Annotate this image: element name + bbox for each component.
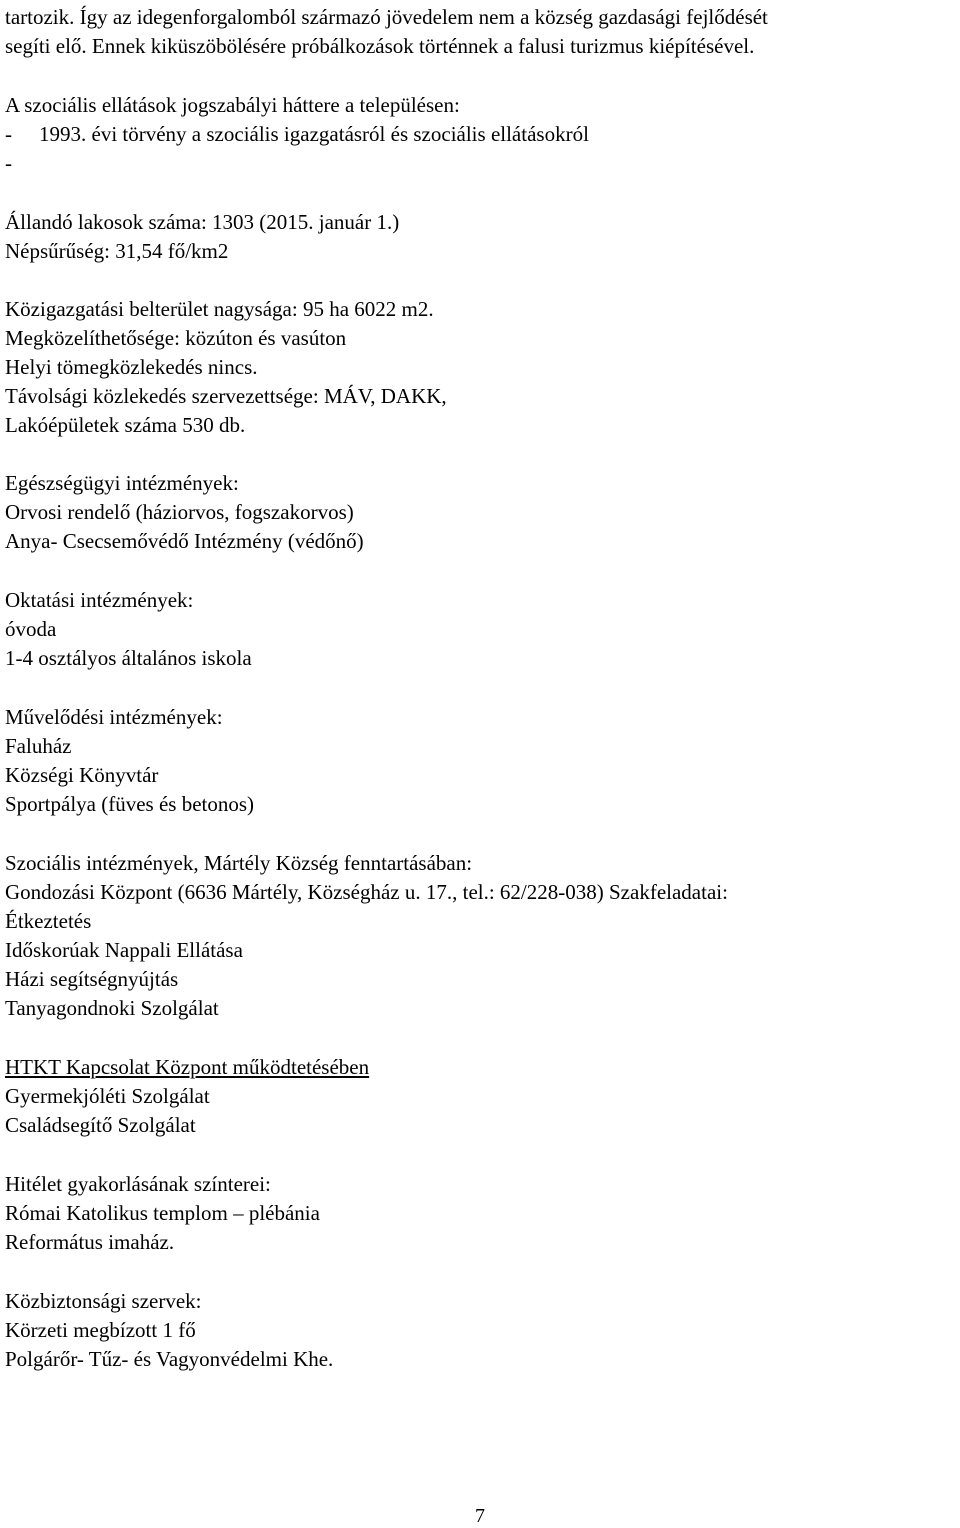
religion-item: Római Katolikus templom – plébánia <box>5 1201 320 1225</box>
social-center: Gondozási Központ (6636 Mártély, Községház u. 17., tel.: 62/228-038) Szakfeladatai: <box>5 880 728 904</box>
building-count: Lakóépületek száma 530 db. <box>5 413 246 437</box>
social-item: Tanyagondnoki Szolgálat <box>5 996 219 1020</box>
health-item: Anya- Csecsemővédő Intézmény (védőnő) <box>5 529 364 553</box>
htkt-heading: HTKT Kapcsolat Központ működtetésében <box>5 1055 370 1079</box>
safety-item: Polgárőr- Tűz- és Vagyonvédelmi Khe. <box>5 1347 334 1371</box>
culture-heading: Művelődési intézmények: <box>5 705 223 729</box>
legal-item-2 <box>5 149 39 178</box>
list-dash: - <box>5 122 12 146</box>
htkt-item: Családsegítő Szolgálat <box>5 1113 196 1137</box>
culture-item: Faluház <box>5 734 72 758</box>
admin-area: Közigazgatási belterület nagysága: 95 ha 6022 m2. <box>5 297 434 321</box>
social-item: Étkeztetés <box>5 909 92 933</box>
local-transport: Helyi tömegközlekedés nincs. <box>5 355 258 379</box>
access: Megközelíthetősége: közúton és vasúton <box>5 326 347 350</box>
religion-item: Református imaház. <box>5 1230 175 1254</box>
education-item: óvoda <box>5 617 57 641</box>
education-heading: Oktatási intézmények: <box>5 588 194 612</box>
education-item: 1-4 osztályos általános iskola <box>5 646 252 670</box>
social-heading: Szociális intézmények, Mártély Község fenntartásában: <box>5 851 473 875</box>
religion-heading: Hitélet gyakorlásának színterei: <box>5 1172 271 1196</box>
health-item: Orvosi rendelő (háziorvos, fogszakorvos) <box>5 500 354 524</box>
page-number: 7 <box>475 1505 485 1527</box>
intro-line-1: tartozik. Így az idegenforgalomból származó jövedelem nem a község gazdasági fejlődését <box>5 5 768 29</box>
social-item: Házi segítségnyújtás <box>5 967 179 991</box>
intro-line-2: segíti elő. Ennek kiküszöbölésére próbálkozások történnek a falusi turizmus kiépítésével. <box>5 34 755 58</box>
social-item: Időskorúak Nappali Ellátása <box>5 938 243 962</box>
culture-item: Sportpálya (füves és betonos) <box>5 792 255 816</box>
list-dash: - <box>5 151 12 175</box>
safety-item: Körzeti megbízott 1 fő <box>5 1318 196 1342</box>
culture-item: Községi Könyvtár <box>5 763 159 787</box>
residents-count: Állandó lakosok száma: 1303 (2015. január 1.) <box>5 210 400 234</box>
legal-item-1 <box>5 120 589 149</box>
safety-heading: Közbiztonsági szervek: <box>5 1289 202 1313</box>
health-heading: Egészségügyi intézmények: <box>5 471 239 495</box>
htkt-item: Gyermekjóléti Szolgálat <box>5 1084 210 1108</box>
population-density: Népsűrűség: 31,54 fő/km2 <box>5 239 229 263</box>
long-distance-transport: Távolsági közlekedés szervezettsége: MÁV, DAKK, <box>5 384 447 408</box>
legal-heading: A szociális ellátások jogszabályi háttere a településen: <box>5 93 460 117</box>
legal-item-text: 1993. évi törvény a szociális igazgatásról és szociális ellátásokról <box>39 122 589 146</box>
